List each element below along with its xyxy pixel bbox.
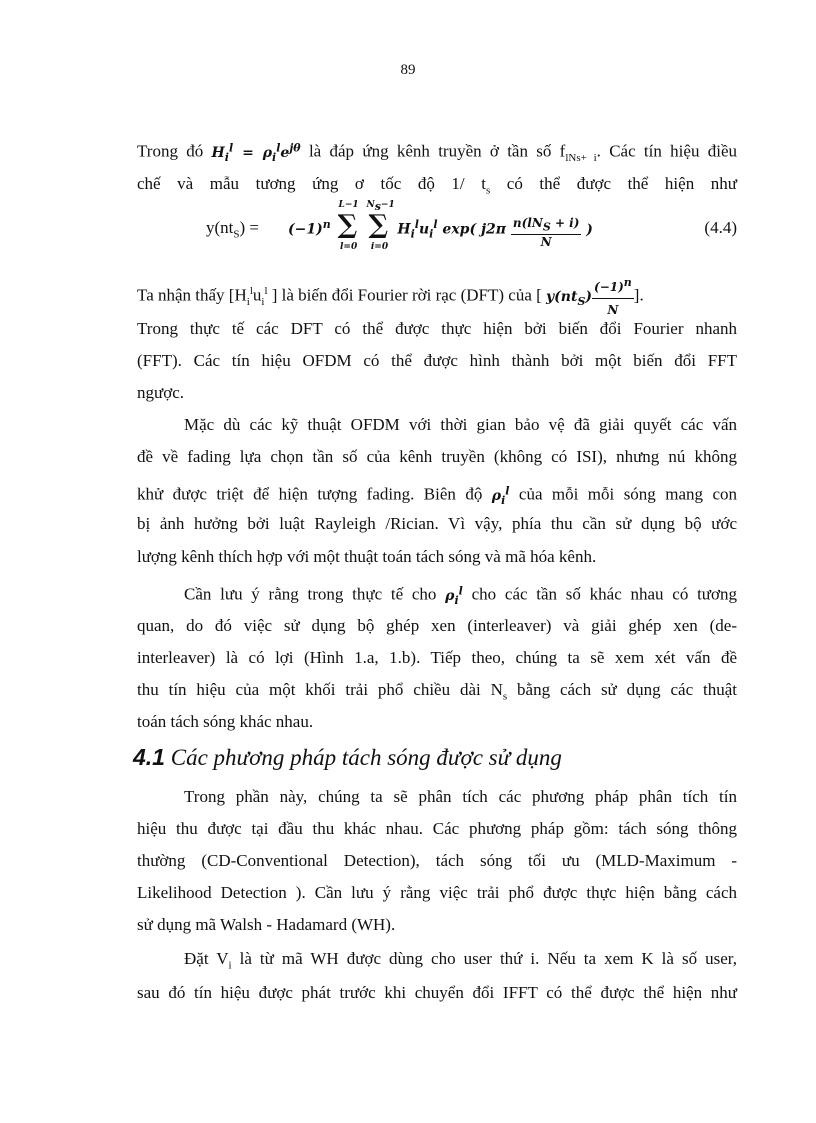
text-line: quan, do đó việc sử dụng bộ ghép xen (interleaver) và giải ghép xen (de- (137, 616, 737, 635)
text-line: sử dụng mã Walsh - Hadamard (WH). (137, 915, 396, 934)
text-line: thường (CD-Conventional Detection), tách sóng tối ưu (MLD-Maximum - (137, 851, 737, 870)
equation-number: (4.4) (704, 218, 737, 237)
text-line: Mặc dù các kỹ thuật OFDM với thời gian bảo vệ đã giải quyết các vấn (184, 415, 737, 434)
math-inline: $\rho_i^l$ (491, 484, 510, 507)
page-number: 89 (400, 62, 416, 78)
math-inline: $\rho_i^l$ (445, 584, 463, 607)
text-line: Cần lưu ý rằng trong thực tế cho $\rho_i^l$ cho các tần số khác nhau có tương (184, 584, 737, 607)
math-inline: $H_i^l = \rho_i^le^{j\theta}$ (211, 141, 301, 164)
text-line: (FFT). Các tín hiệu OFDM có thể được hình thành bởi một biến đổi FFT (137, 351, 737, 370)
text-line: lượng kênh thích hợp với một thuật toán tách sóng và mã hóa kênh. (137, 547, 597, 566)
text-line: bị ảnh hưởng bởi luật Rayleigh /Rician. Vì vậy, phía thu cần sử dụng bộ ước (137, 514, 737, 533)
text-line: Trong thực tế các DFT có thể được thực hiện bởi biến đổi Fourier nhanh (137, 319, 737, 338)
text-line: đề về fading lựa chọn tần số của kênh truyền (không có ISI), nhưng nú không (137, 447, 737, 466)
text-line: Trong phần này, chúng ta sẽ phân tích các phương pháp phân tích tín (184, 787, 737, 806)
text-line: thu tín hiệu của một khối trải phổ chiều dài $N_s$ bằng cách sử dụng các thuật (137, 680, 738, 703)
text-line: khử được triệt để hiện tượng fading. Biên độ $\rho_i^l$ của mỗi mỗi sóng mang con (137, 484, 737, 507)
text-line: toán tách sóng khác nhau. (137, 712, 314, 731)
text-line: Likelihood Detection ). Cần lưu ý rằng việc trải phổ được thực hiện bằng cách (137, 883, 737, 902)
text-line: Trong đó $H_i^l = \rho_i^le^{j\theta}$ là đáp ứng kênh truyền ở tần số $f_{lNs+ i}$. Các tín hiệu điều (137, 141, 738, 165)
equation-4-4: $y(nt_S)$ = $(-1)^n$ L−1 ∑ l=0 $N_s-1$ ∑ i=0 $H_i^lu_i^l$ exp( j2π $\frac{n(lN_S + i)}{N}$ ) (4.4) (206, 198, 737, 258)
text-line: interleaver) là có lợi (Hình 1.a, 1.b). Tiếp theo, chúng ta sẽ xem xét vấn đề (137, 648, 737, 667)
text-line: ngược. (137, 383, 184, 402)
section-heading: 4.1 Các phương pháp tách sóng được sử dụng (133, 744, 562, 770)
text-line: Đặt $V_i$ là từ mã WH được dùng cho user thứ i. Nếu ta xem K là số user, (184, 949, 737, 972)
math-inline: $y(nt_S)$ $\frac{(-1)^n}{N}$ (546, 289, 634, 305)
equation-body: $(-1)^n$ L−1 ∑ l=0 $N_s-1$ ∑ i=0 $H_i^lu_i^l$ exp( j2π $\frac{n(lN_S + i)}{N}$ ) (288, 200, 593, 252)
text-line: hiệu thu được tại đầu thu khác nhau. Các phương pháp gồm: tách sóng thông (137, 819, 737, 838)
text-line: chế và mẫu tương ứng ơ tốc độ 1/ $t_s$ có thể được thể hiện như (137, 174, 737, 197)
text-line: sau đó tín hiệu được phát trước khi chuyển đổi IFFT có thể được thể hiện như (137, 983, 737, 1002)
text-line: Ta nhận thấy [$H_i^lu_i^l$ ] là biến đổi Fourier rời rạc (DFT) của [ $y(nt_S)$ $\frac{(-1)^n}{N}$ ]. (137, 272, 737, 321)
